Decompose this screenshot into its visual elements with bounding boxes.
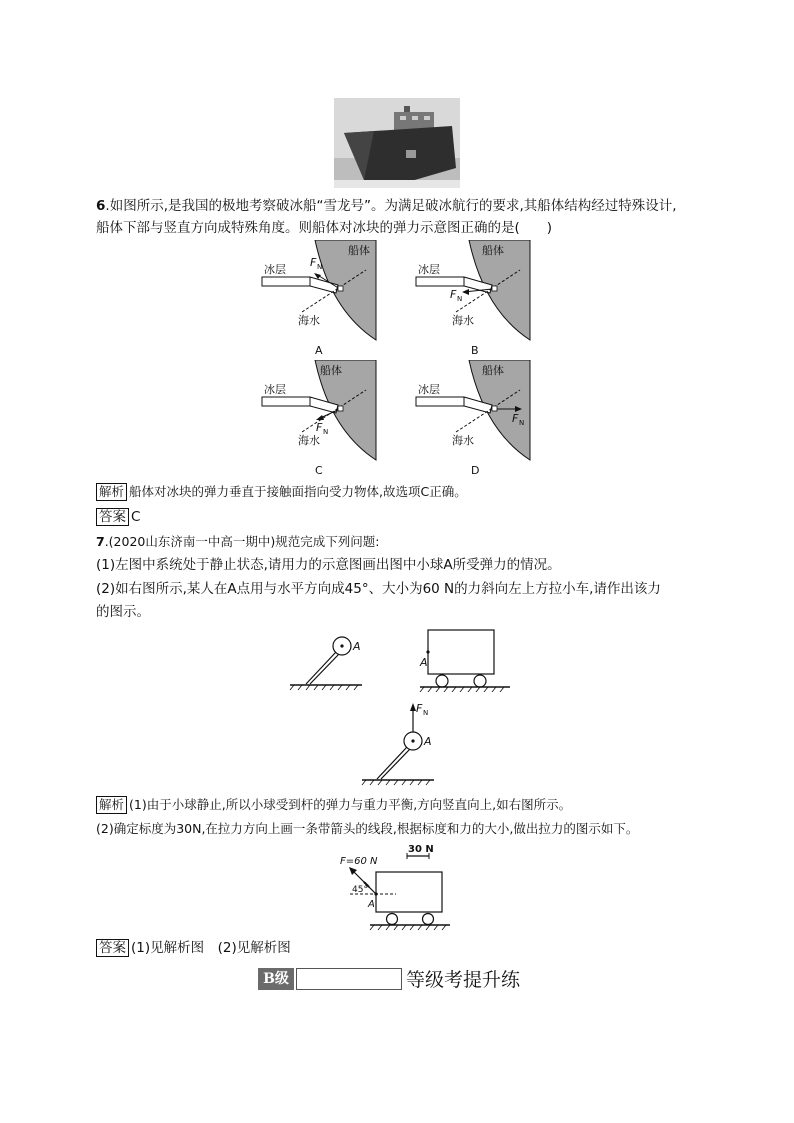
svg-text:F: F bbox=[416, 702, 423, 715]
q6-line1: 6.如图所示,是我国的极地考察破冰船“雪龙号”。为满足破冰航行的要求,其船体结构经过特殊设计, bbox=[96, 198, 677, 214]
angle-label: 45° bbox=[352, 885, 368, 895]
svg-text:海水: 海水 bbox=[298, 434, 320, 447]
svg-text:船体: 船体 bbox=[482, 244, 504, 257]
q7-ball-figure bbox=[286, 630, 386, 692]
q7-part1: (1)左图中系统处于静止状态,请用力的示意图画出图中小球A所受弹力的情况。 bbox=[96, 557, 561, 573]
svg-text:F: F bbox=[450, 288, 457, 301]
q6-answer: 答案 C bbox=[96, 507, 140, 527]
analysis-tag: 解析 bbox=[96, 483, 127, 501]
analysis-tag: 解析 bbox=[96, 796, 127, 814]
q7-part2-line2: 的图示。 bbox=[96, 604, 150, 620]
q6-line2: 船体下部与竖直方向成特殊角度。则船体对冰块的弹力示意图正确的是( ) bbox=[96, 220, 553, 236]
svg-text:A: A bbox=[420, 656, 428, 669]
answer-tag: 答案 bbox=[96, 939, 129, 957]
svg-text:船体: 船体 bbox=[482, 364, 504, 377]
svg-text:A: A bbox=[353, 640, 361, 653]
svg-text:船体: 船体 bbox=[320, 364, 342, 377]
svg-text:N: N bbox=[457, 295, 463, 303]
icebreaker-photo bbox=[334, 98, 460, 188]
section-badge: B级 bbox=[258, 968, 294, 990]
ice-label: 冰层 bbox=[264, 263, 286, 276]
svg-text:冰层: 冰层 bbox=[418, 383, 440, 396]
section-title: 等级考提升练 bbox=[406, 969, 521, 991]
svg-text:A: A bbox=[368, 899, 375, 910]
q7-source: 7.(2020山东济南一中高一期中)规范完成下列问题: bbox=[96, 534, 380, 549]
q7-cart-figure bbox=[414, 626, 518, 692]
q6-figure-c bbox=[258, 360, 382, 480]
q7-analysis-1: 解析 (1)由于小球静止,所以小球受到杆的弹力与重力平衡,方向竖直向上,如右图所示。 bbox=[96, 796, 571, 814]
q6-figure-d bbox=[412, 360, 536, 480]
scale-label: 30 N bbox=[408, 844, 434, 855]
svg-text:N: N bbox=[317, 263, 323, 271]
q7-answer: 答案 (1)见解析图 (2)见解析图 bbox=[96, 938, 291, 958]
svg-text:海水: 海水 bbox=[452, 314, 474, 327]
option-c: C bbox=[315, 464, 323, 477]
sea-label: 海水 bbox=[298, 314, 320, 327]
svg-text:冰层: 冰层 bbox=[418, 263, 440, 276]
svg-text:N: N bbox=[323, 428, 329, 436]
svg-text:A: A bbox=[424, 735, 432, 748]
svg-text:N: N bbox=[519, 419, 525, 427]
option-d: D bbox=[471, 464, 480, 477]
q7-solution-cart-figure bbox=[336, 840, 456, 932]
q7-solution-ball-figure bbox=[358, 700, 442, 788]
q7-part2-line1: (2)如右图所示,某人在A点用与水平方向成45°、大小为60 N的力斜向左上方拉小车,请作出该力 bbox=[96, 581, 661, 597]
q6-figure-a bbox=[258, 240, 382, 360]
answer-tag: 答案 bbox=[96, 508, 129, 526]
svg-text:冰层: 冰层 bbox=[264, 383, 286, 396]
svg-text:F: F bbox=[512, 412, 519, 425]
hull-label: 船体 bbox=[348, 244, 370, 257]
q7-analysis-2: (2)确定标度为30N,在拉力方向上画一条带箭头的线段,根据标度和力的大小,做出拉力的图示如下。 bbox=[96, 821, 639, 836]
force-value-label: F=60 N bbox=[340, 856, 378, 867]
section-blank bbox=[296, 968, 402, 990]
svg-text:F: F bbox=[316, 421, 323, 434]
force-label: F bbox=[310, 256, 317, 269]
option-b: B bbox=[471, 344, 479, 357]
q6-figure-b bbox=[412, 240, 536, 360]
svg-text:N: N bbox=[423, 709, 429, 717]
option-a: A bbox=[315, 344, 323, 357]
q6-analysis: 解析 船体对冰块的弹力垂直于接触面指向受力物体,故选项C正确。 bbox=[96, 483, 467, 501]
svg-text:海水: 海水 bbox=[452, 434, 474, 447]
